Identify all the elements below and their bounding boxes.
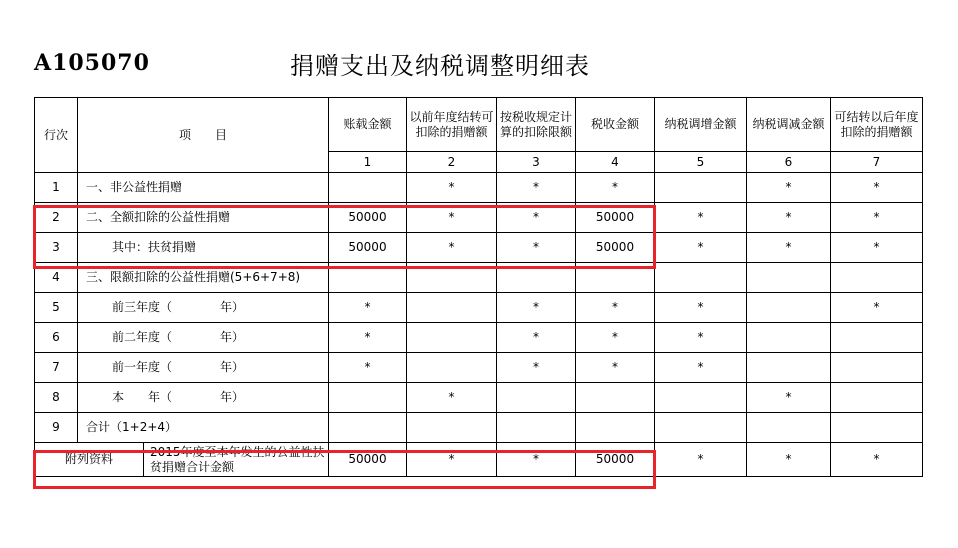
cell-col-1: 50000 <box>329 203 407 233</box>
col-number-1: 1 <box>329 152 407 173</box>
cell-col-4: * <box>576 293 655 323</box>
row-item: 三、限额扣除的公益性捐赠(5+6+7+8) <box>78 263 329 293</box>
cell-col-5 <box>655 173 747 203</box>
cell-col-1 <box>329 173 407 203</box>
row-number: 7 <box>35 353 78 383</box>
cell-col-3: * <box>497 173 576 203</box>
supplement-item: 2015年度至本年发生的公益性扶贫捐赠合计金额 <box>144 443 329 477</box>
table-row <box>35 353 923 383</box>
cell-col-1 <box>329 383 407 413</box>
row-item: 本 年（ 年） <box>78 383 329 413</box>
cell-col-7 <box>831 383 923 413</box>
row-number: 1 <box>35 173 78 203</box>
header-col-4: 税收金额 <box>576 98 655 152</box>
cell-col-5: * <box>655 293 747 323</box>
cell-col-2 <box>407 293 497 323</box>
row-number: 2 <box>35 203 78 233</box>
cell-col-5: * <box>655 203 747 233</box>
table-row <box>35 293 923 323</box>
cell-col-7 <box>831 353 923 383</box>
cell-col-4: * <box>576 173 655 203</box>
cell-col-5: * <box>655 323 747 353</box>
cell-col-1 <box>329 413 407 443</box>
donation-table <box>34 97 923 477</box>
table-row <box>35 263 923 293</box>
cell-col-5 <box>655 383 747 413</box>
row-item: 前三年度（ 年） <box>78 293 329 323</box>
cell-col-3: * <box>497 233 576 263</box>
cell-col-5: * <box>655 233 747 263</box>
supplement-cell-col-3: * <box>497 443 576 477</box>
cell-col-6: * <box>747 383 831 413</box>
cell-col-7: * <box>831 203 923 233</box>
col-number-4: 4 <box>576 152 655 173</box>
supplement-cell-col-6: * <box>747 443 831 477</box>
cell-col-3 <box>497 383 576 413</box>
row-number: 3 <box>35 233 78 263</box>
cell-col-2: * <box>407 203 497 233</box>
cell-col-3: * <box>497 203 576 233</box>
row-item: 一、非公益性捐赠 <box>78 173 329 203</box>
row-item: 其中：扶贫捐赠 <box>78 233 329 263</box>
cell-col-3: * <box>497 353 576 383</box>
cell-col-6: * <box>747 173 831 203</box>
cell-col-3: * <box>497 293 576 323</box>
row-number: 8 <box>35 383 78 413</box>
cell-col-2 <box>407 323 497 353</box>
cell-col-7: * <box>831 293 923 323</box>
header-col-6: 纳税调减金额 <box>747 98 831 152</box>
cell-col-4: * <box>576 353 655 383</box>
supplement-cell-col-1: 50000 <box>329 443 407 477</box>
cell-col-3 <box>497 263 576 293</box>
cell-col-4 <box>576 413 655 443</box>
header-col-1: 账载金额 <box>329 98 407 152</box>
cell-col-4: 50000 <box>576 203 655 233</box>
cell-col-6: * <box>747 203 831 233</box>
header-row-no: 行次 <box>35 98 78 173</box>
cell-col-6 <box>747 293 831 323</box>
form-code: A105070 <box>34 50 150 76</box>
cell-col-5: * <box>655 353 747 383</box>
cell-col-5 <box>655 263 747 293</box>
row-item: 二、全额扣除的公益性捐赠 <box>78 203 329 233</box>
cell-col-7 <box>831 323 923 353</box>
row-number: 9 <box>35 413 78 443</box>
table-row <box>35 233 923 263</box>
cell-col-7 <box>831 413 923 443</box>
cell-col-1: * <box>329 323 407 353</box>
header-row <box>35 98 923 152</box>
table-row <box>35 203 923 233</box>
cell-col-6 <box>747 323 831 353</box>
cell-col-6 <box>747 353 831 383</box>
table-row <box>35 383 923 413</box>
cell-col-4 <box>576 383 655 413</box>
cell-col-3 <box>497 413 576 443</box>
row-number: 6 <box>35 323 78 353</box>
col-number-6: 6 <box>747 152 831 173</box>
form-title: 捐赠支出及纳税调整明细表 <box>290 52 590 80</box>
col-number-3: 3 <box>497 152 576 173</box>
supplement-cell-col-4: 50000 <box>576 443 655 477</box>
cell-col-4: * <box>576 323 655 353</box>
col-number-7: 7 <box>831 152 923 173</box>
header-col-2: 以前年度结转可扣除的捐赠额 <box>407 98 497 152</box>
header-col-5: 纳税调增金额 <box>655 98 747 152</box>
supplement-cell-col-7: * <box>831 443 923 477</box>
cell-col-7: * <box>831 233 923 263</box>
table-row <box>35 413 923 443</box>
col-number-2: 2 <box>407 152 497 173</box>
supplement-row <box>35 443 923 477</box>
row-number: 5 <box>35 293 78 323</box>
header-col-7: 可结转以后年度扣除的捐赠额 <box>831 98 923 152</box>
cell-col-6 <box>747 413 831 443</box>
cell-col-7 <box>831 263 923 293</box>
cell-col-2 <box>407 353 497 383</box>
cell-col-2: * <box>407 173 497 203</box>
cell-col-2: * <box>407 383 497 413</box>
cell-col-6 <box>747 263 831 293</box>
cell-col-2: * <box>407 233 497 263</box>
cell-col-5 <box>655 413 747 443</box>
cell-col-4: 50000 <box>576 233 655 263</box>
row-item: 合计（1+2+4） <box>78 413 329 443</box>
supplement-label: 附列资料 <box>35 443 144 477</box>
row-item: 前一年度（ 年） <box>78 353 329 383</box>
cell-col-1 <box>329 263 407 293</box>
supplement-cell-col-2: * <box>407 443 497 477</box>
cell-col-3: * <box>497 323 576 353</box>
header-item: 项 目 <box>78 98 329 173</box>
table-body <box>35 98 923 477</box>
cell-col-6: * <box>747 233 831 263</box>
col-number-5: 5 <box>655 152 747 173</box>
table-row <box>35 323 923 353</box>
cell-col-1: 50000 <box>329 233 407 263</box>
supplement-cell-col-5: * <box>655 443 747 477</box>
cell-col-2 <box>407 263 497 293</box>
cell-col-7: * <box>831 173 923 203</box>
header-col-3: 按税收规定计算的扣除限额 <box>497 98 576 152</box>
row-number: 4 <box>35 263 78 293</box>
table-row <box>35 173 923 203</box>
row-item: 前二年度（ 年） <box>78 323 329 353</box>
cell-col-1: * <box>329 353 407 383</box>
cell-col-4 <box>576 263 655 293</box>
cell-col-1: * <box>329 293 407 323</box>
cell-col-2 <box>407 413 497 443</box>
